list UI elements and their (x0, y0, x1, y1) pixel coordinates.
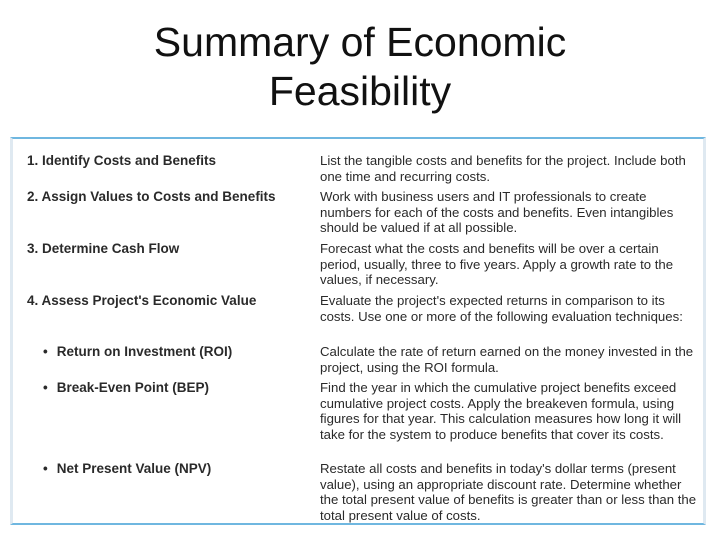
technique-description: Calculate the rate of return earned on the money invested in the project, using the ROI formula. (320, 344, 694, 375)
step-label: 2. Assign Values to Costs and Benefits (27, 189, 276, 204)
step-description: List the tangible costs and benefits for the project. Include both one time and recurring costs. (320, 153, 686, 184)
technique-label: • Return on Investment (ROI) (43, 344, 232, 360)
step-label: 3. Determine Cash Flow (27, 241, 180, 256)
slide-title (0, 18, 720, 116)
technique-description: Find the year in which the cumulative project benefits exceed cumulative project costs. Apply the breakeven formula, using figures for that year. This calculation measures how long it will take for the system to produce benefits that cover its costs. (320, 380, 682, 442)
step-description: Forecast what the costs and benefits will be over a certain period, usually, three to five years. Apply a growth rate to the values, if necessary. (320, 241, 674, 288)
step-description: Work with business users and IT professionals to create numbers for each of the costs and benefits. Even intangibles should be valued if at all possible. (320, 189, 674, 236)
step-label: 1. Identify Costs and Benefits (27, 153, 217, 168)
technique-label: • Net Present Value (NPV) (43, 461, 211, 477)
slide-title-line-1: Summary of Economic (153, 19, 567, 65)
slide-title-line-2: Feasibility (268, 68, 452, 114)
technique-description: Restate all costs and benefits in today's dollar terms (present value), using an appropriate discount rate. Determine whether the total present value of benefits is greater than or less than the total present value of costs. (320, 461, 697, 523)
summary-table (10, 137, 706, 525)
technique-label: • Break-Even Point (BEP) (43, 380, 209, 396)
step-label: 4. Assess Project's Economic Value (27, 293, 257, 308)
step-description: Evaluate the project's expected returns in comparison to its costs. Use one or more of the following evaluation techniques: (320, 293, 683, 324)
